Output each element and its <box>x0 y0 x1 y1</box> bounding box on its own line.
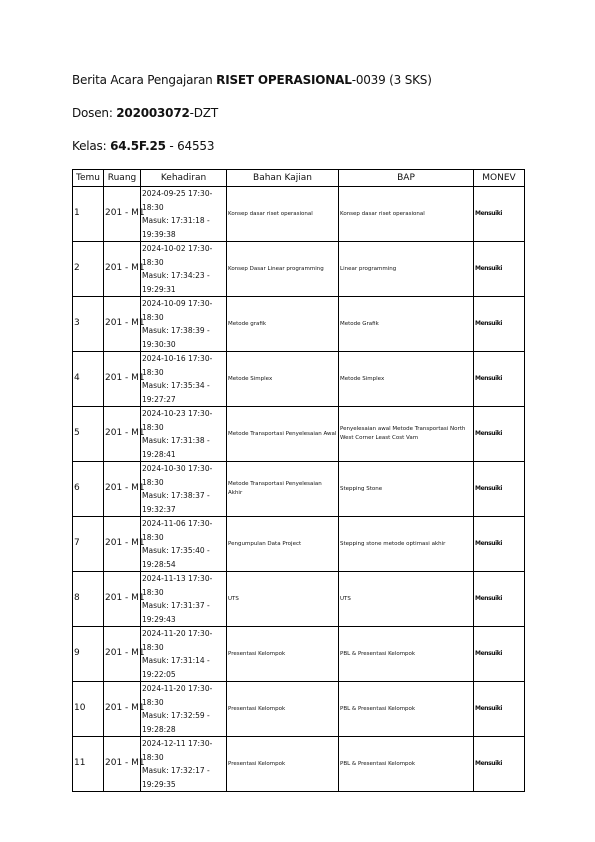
kehadiran-cell-jadwal: 2024-11-13 17:30-18:30 <box>142 574 213 597</box>
bap-cell <box>339 682 474 737</box>
temu-cell-temu: 7 <box>74 538 80 549</box>
bahan-kajian-cell-bahan: UTS <box>228 595 239 602</box>
table-row <box>73 242 525 297</box>
bahan-kajian-cell-bahan: Presentasi Kelompok <box>228 760 286 767</box>
temu-cell-temu: 3 <box>74 318 80 329</box>
ruang-cell <box>104 572 145 627</box>
temu-cell-temu: 8 <box>74 593 80 604</box>
bahan-kajian-cell-bahan: Metode Simplex <box>228 375 273 382</box>
monev-cell-monev: Mensuiki <box>475 265 503 272</box>
bap-cell <box>339 297 474 352</box>
monev-cell <box>474 407 525 462</box>
monev-cell-monev: Mensuiki <box>475 320 503 327</box>
kehadiran-cell-masuk: Masuk: 17:35:34 - 19:27:27 <box>142 381 210 404</box>
ruang-cell <box>104 462 145 517</box>
lecturer-line <box>72 106 218 120</box>
bahan-kajian-cell-bahan: Metode Transportasi Penyelesaian Akhir <box>228 481 322 496</box>
bahan-kajian-cell <box>227 572 339 627</box>
kehadiran-cell <box>141 517 227 572</box>
attendance-table <box>72 169 525 792</box>
bap-cell <box>339 187 474 242</box>
col-kehadiran: Kehadiran <box>141 170 227 187</box>
temu-cell <box>73 187 104 242</box>
bap-cell-bap: Linear programming <box>340 265 397 272</box>
temu-cell-temu: 11 <box>74 758 86 769</box>
class-line <box>72 139 214 153</box>
kehadiran-cell <box>141 407 227 462</box>
monev-cell <box>474 572 525 627</box>
bap-cell <box>339 572 474 627</box>
temu-cell-temu: 1 <box>74 208 80 219</box>
table-row <box>73 517 525 572</box>
kehadiran-cell-masuk: Masuk: 17:35:40 - 19:28:54 <box>142 546 210 569</box>
temu-cell <box>73 462 104 517</box>
bap-cell <box>339 627 474 682</box>
bahan-kajian-cell <box>227 352 339 407</box>
ruang-cell-ruang: 201 - M1 <box>105 593 145 604</box>
kehadiran-cell-masuk: Masuk: 17:32:17 - 19:29:35 <box>142 766 210 789</box>
monev-cell-monev: Mensuiki <box>475 375 503 382</box>
monev-cell-monev: Mensuiki <box>475 210 503 217</box>
monev-cell <box>474 462 525 517</box>
monev-cell-monev: Mensuiki <box>475 760 503 767</box>
temu-cell <box>73 242 104 297</box>
bap-cell-bap: PBL & Presentasi Kelompok <box>340 705 416 712</box>
table-row <box>73 187 525 242</box>
kehadiran-cell-masuk: Masuk: 17:34:23 - 19:29:31 <box>142 271 210 294</box>
class-code: - 64553 <box>165 139 215 153</box>
temu-cell <box>73 297 104 352</box>
temu-cell <box>73 627 104 682</box>
table-header-row <box>73 170 525 187</box>
temu-cell <box>73 682 104 737</box>
bahan-kajian-cell <box>227 297 339 352</box>
bahan-kajian-cell-bahan: Metode grafik <box>228 320 267 327</box>
kehadiran-cell <box>141 462 227 517</box>
ruang-cell-ruang: 201 - M1 <box>105 373 145 384</box>
monev-cell <box>474 737 525 792</box>
ruang-cell <box>104 737 145 792</box>
ruang-cell <box>104 682 145 737</box>
kehadiran-cell-jadwal: 2024-11-20 17:30-18:30 <box>142 629 213 652</box>
kehadiran-cell-jadwal: 2024-10-30 17:30-18:30 <box>142 464 213 487</box>
lecturer-code: -DZT <box>189 106 218 120</box>
bap-cell <box>339 242 474 297</box>
kehadiran-cell <box>141 682 227 737</box>
ruang-cell-ruang: 201 - M1 <box>105 318 145 329</box>
monev-cell <box>474 297 525 352</box>
monev-cell-monev: Mensuiki <box>475 430 503 437</box>
kehadiran-cell <box>141 187 227 242</box>
bap-cell <box>339 737 474 792</box>
temu-cell-temu: 2 <box>74 263 80 274</box>
kehadiran-cell-jadwal: 2024-10-16 17:30-18:30 <box>142 354 213 377</box>
temu-cell <box>73 517 104 572</box>
temu-cell-temu: 10 <box>74 703 86 714</box>
col-bap: BAP <box>339 170 474 187</box>
bap-cell-bap: Stepping Stone <box>340 485 383 492</box>
table-row <box>73 352 525 407</box>
ruang-cell-ruang: 201 - M1 <box>105 428 145 439</box>
bahan-kajian-cell-bahan: Metode Transportasi Penyelesaian Awal <box>228 430 337 437</box>
temu-cell-temu: 5 <box>74 428 80 439</box>
bap-cell-bap: PBL & Presentasi Kelompok <box>340 760 416 767</box>
ruang-cell-ruang: 201 - M1 <box>105 208 145 219</box>
bahan-kajian-cell <box>227 627 339 682</box>
report-title <box>72 73 432 87</box>
ruang-cell <box>104 297 145 352</box>
bap-cell-bap: Stepping stone metode optimasi akhir <box>340 540 446 547</box>
ruang-cell <box>104 352 145 407</box>
ruang-cell <box>104 187 145 242</box>
kehadiran-cell-masuk: Masuk: 17:32:59 - 19:28:28 <box>142 711 210 734</box>
monev-cell-monev: Mensuiki <box>475 650 503 657</box>
kehadiran-cell <box>141 572 227 627</box>
monev-cell-monev: Mensuiki <box>475 485 503 492</box>
temu-cell <box>73 352 104 407</box>
bap-cell <box>339 407 474 462</box>
kehadiran-cell-jadwal: 2024-11-06 17:30-18:30 <box>142 519 213 542</box>
temu-cell <box>73 737 104 792</box>
bahan-kajian-cell <box>227 462 339 517</box>
kehadiran-cell-jadwal: 2024-10-23 17:30-18:30 <box>142 409 213 432</box>
class-label: Kelas: <box>72 139 111 153</box>
kehadiran-cell-jadwal: 2024-11-20 17:30-18:30 <box>142 684 213 707</box>
bap-cell-bap: Metode Grafik <box>340 320 379 327</box>
title-prefix: Berita Acara Pengajaran <box>72 73 217 87</box>
bahan-kajian-cell-bahan: Presentasi Kelompok <box>228 650 286 657</box>
temu-cell-temu: 9 <box>74 648 80 659</box>
monev-cell <box>474 352 525 407</box>
bahan-kajian-cell-bahan: Konsep dasar riset operasional <box>228 210 313 217</box>
bahan-kajian-cell-bahan: Konsep Dasar Linear programming <box>228 265 324 272</box>
temu-cell <box>73 572 104 627</box>
kehadiran-cell-masuk: Masuk: 17:31:18 - 19:39:38 <box>142 216 210 239</box>
col-monev: MONEV <box>474 170 525 187</box>
class-id: 64.5F.25 <box>110 139 166 153</box>
temu-cell-temu: 4 <box>74 373 80 384</box>
table-row <box>73 297 525 352</box>
bahan-kajian-cell-bahan: Pengumpulan Data Project <box>228 540 302 547</box>
table-row <box>73 572 525 627</box>
ruang-cell <box>104 627 145 682</box>
bahan-kajian-cell <box>227 187 339 242</box>
course-name: RISET OPERASIONAL <box>216 73 352 87</box>
kehadiran-cell-masuk: Masuk: 17:31:37 - 19:29:43 <box>142 601 210 624</box>
kehadiran-cell-jadwal: 2024-10-09 17:30-18:30 <box>142 299 213 322</box>
temu-cell <box>73 407 104 462</box>
kehadiran-cell-masuk: Masuk: 17:31:38 - 19:28:41 <box>142 436 210 459</box>
monev-cell <box>474 517 525 572</box>
bap-cell-bap: Penyelesaian awal Metode Transportasi North West Corner Least Cost Vam <box>340 426 466 441</box>
kehadiran-cell-jadwal: 2024-12-11 17:30-18:30 <box>142 739 213 762</box>
bap-cell <box>339 462 474 517</box>
ruang-cell <box>104 242 145 297</box>
bap-cell-bap: Konsep dasar riset operasional <box>340 210 425 217</box>
bap-cell <box>339 517 474 572</box>
ruang-cell-ruang: 201 - M1 <box>105 703 145 714</box>
col-bahan-kajian: Bahan Kajian <box>227 170 339 187</box>
bap-cell-bap: UTS <box>340 595 351 602</box>
table-row <box>73 682 525 737</box>
kehadiran-cell-jadwal: 2024-09-25 17:30-18:30 <box>142 189 213 212</box>
ruang-cell-ruang: 201 - M1 <box>105 758 145 769</box>
monev-cell <box>474 242 525 297</box>
col-temu: Temu <box>73 170 104 187</box>
ruang-cell-ruang: 201 - M1 <box>105 648 145 659</box>
kehadiran-cell <box>141 297 227 352</box>
bahan-kajian-cell-bahan: Presentasi Kelompok <box>228 705 286 712</box>
kehadiran-cell-masuk: Masuk: 17:38:39 - 19:30:30 <box>142 326 210 349</box>
bahan-kajian-cell <box>227 682 339 737</box>
bap-cell-bap: PBL & Presentasi Kelompok <box>340 650 416 657</box>
table-row <box>73 407 525 462</box>
kehadiran-cell-masuk: Masuk: 17:31:14 - 19:22:05 <box>142 656 210 679</box>
table-row <box>73 462 525 517</box>
temu-cell-temu: 6 <box>74 483 80 494</box>
monev-cell-monev: Mensuiki <box>475 540 503 547</box>
table-row <box>73 737 525 792</box>
bap-cell-bap: Metode Simplex <box>340 375 385 382</box>
ruang-cell-ruang: 201 - M1 <box>105 263 145 274</box>
bahan-kajian-cell <box>227 737 339 792</box>
table-row <box>73 627 525 682</box>
ruang-cell-ruang: 201 - M1 <box>105 483 145 494</box>
kehadiran-cell <box>141 242 227 297</box>
kehadiran-cell-masuk: Masuk: 17:38:37 - 19:32:37 <box>142 491 210 514</box>
ruang-cell-ruang: 201 - M1 <box>105 538 145 549</box>
monev-cell-monev: Mensuiki <box>475 705 503 712</box>
ruang-cell <box>104 517 145 572</box>
lecturer-label: Dosen: <box>72 106 117 120</box>
monev-cell <box>474 627 525 682</box>
monev-cell <box>474 682 525 737</box>
kehadiran-cell <box>141 627 227 682</box>
bahan-kajian-cell <box>227 407 339 462</box>
course-code: -0039 (3 SKS) <box>351 73 432 87</box>
monev-cell-monev: Mensuiki <box>475 595 503 602</box>
kehadiran-cell <box>141 737 227 792</box>
kehadiran-cell <box>141 352 227 407</box>
bahan-kajian-cell <box>227 242 339 297</box>
kehadiran-cell-jadwal: 2024-10-02 17:30-18:30 <box>142 244 213 267</box>
lecturer-id: 202003072 <box>116 106 190 120</box>
monev-cell <box>474 187 525 242</box>
bap-cell <box>339 352 474 407</box>
bahan-kajian-cell <box>227 517 339 572</box>
ruang-cell <box>104 407 145 462</box>
col-ruang: Ruang <box>104 170 141 187</box>
